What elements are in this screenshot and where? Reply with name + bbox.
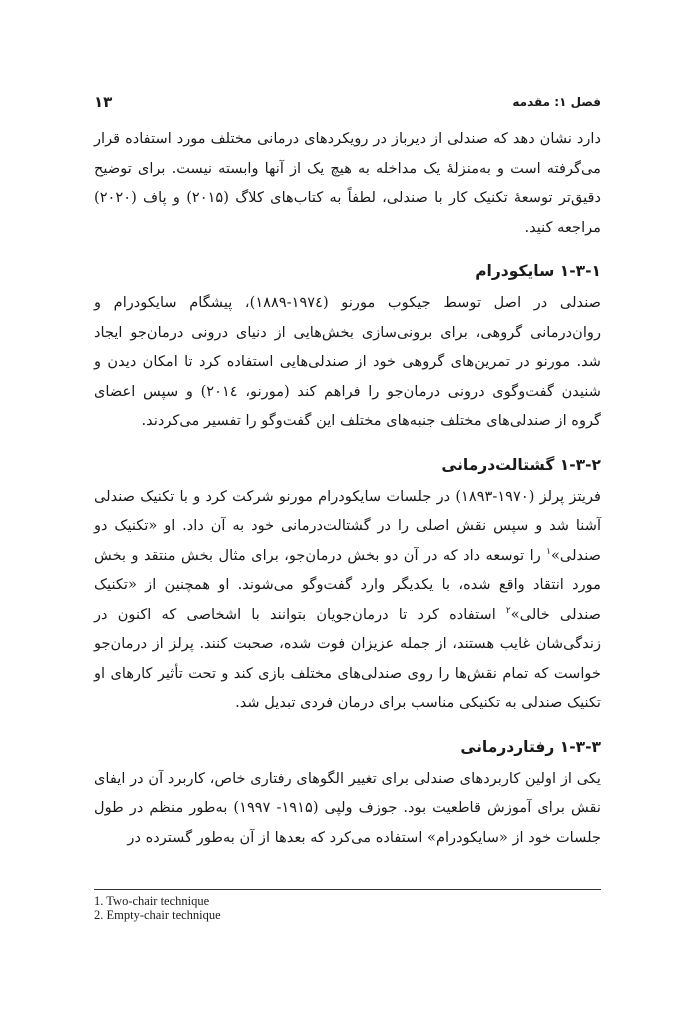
footnote-1: 1. Two-chair technique bbox=[94, 894, 210, 908]
footnote-marker-2[interactable]: ۲ bbox=[505, 605, 511, 616]
section-heading-psychodrama: ۱-۳-۱ سایکودرام bbox=[475, 262, 601, 280]
intro-paragraph: دارد نشان دهد که صندلی از دیرباز در رویکردهای درمانی مختلف مورد استفاده قرار می‌گرفته است و به‌منزلهٔ یک مداخله به هیچ یک از آنها وابسته نیست. برای توضیح دقیق‌تر توسعهٔ تکنیک کار با صندلی، لطفاً به کتاب‌های کلاگ (۲۰۱۵) و پاف (۲۰۲۰) مراجعه کنید. bbox=[94, 130, 601, 236]
gestalt-paragraph bbox=[94, 482, 601, 718]
psychodrama-paragraph: صندلی در اصل توسط جیکوب مورنو (۱۹۷٤-۱۸۸۹)، پیشگام سایکودرام و روان‌درمانی گروهی، برای برونی‌سازی بخش‌هایی از دنیای درونی درمان‌جو ایجاد شد. مورنو در تمرین‌های گروهی خود از صندلی‌هایی استفاده کرد تا امکان دیدن و شنیدن گفت‌وگوی درونی درمان‌جو را فراهم کند (مورنو، ۲۰۱٤) و سپس اعضای گروه از صندلی‌های مختلف جنبه‌های مختلف این گفت‌وگو را تفسیر می‌کردند. bbox=[94, 294, 602, 429]
footnote-marker-1[interactable]: ۱ bbox=[546, 546, 551, 557]
gestalt-text-a: فریتز پرلز (۱۹۷۰-۱۸۹۳) در جلسات سایکودرام مورنو شرکت کرد و با تکنیک صندلی آشنا شد و سپس نقش اصلی را در گشتالت‌درمانی خود به آن داد. او «تکنیک دو صندلی» bbox=[94, 487, 601, 564]
main-text bbox=[94, 124, 601, 852]
footnote-divider bbox=[94, 889, 601, 890]
running-header bbox=[94, 95, 601, 119]
gestalt-text-c: استفاده کرد تا درمان‌جویان بتوانند با اشخاصی که اکنون در زندگی‌شان غایب هستند، از جمله عزیزان فوت شده، صحبت کنند. پرلز از درمان‌جو خواست که تمام نقش‌ها را روی صندلی‌های مختلف بازی کند و تحت تأثیر کارهای او تکنیک صندلی به تکنیکی مناسب برای درمان فردی تبدیل شد. bbox=[94, 605, 601, 711]
section-heading-gestalt: ۱-۳-۲ گشتالت‌درمانی bbox=[441, 455, 601, 474]
behavior-therapy-paragraph: یکی از اولین کاربردهای صندلی برای تغییر الگوهای رفتاری خاص، کاربرد آن در ایفای نقش برای آموزش قاطعیت بود. جوزف ولپی (۱۹۱۵- ۱۹۹۷) به‌طور منظم در طول جلسات خود از «سایکودرام» استفاده می‌کرد که بعدها از آن به‌طور گسترده در bbox=[94, 769, 601, 846]
chapter-title: فصل ۱: مقدمه bbox=[512, 95, 601, 109]
footnote-2: 2. Empty-chair technique bbox=[94, 908, 221, 922]
section-heading-behavior-therapy: ۱-۳-۳ رفتاردرمانی bbox=[460, 737, 601, 756]
gestalt-text-b: را توسعه داد که در آن دو بخش درمان‌جو، برای مثال بخش منتقد و بخش مورد انتقاد واقع شده، با یکدیگر وارد گفت‌وگو می‌شوند. او همچنین از «تکنیک صندلی خالی» bbox=[94, 546, 601, 623]
page-number: ۱۳ bbox=[94, 93, 113, 111]
footnotes bbox=[94, 889, 601, 922]
